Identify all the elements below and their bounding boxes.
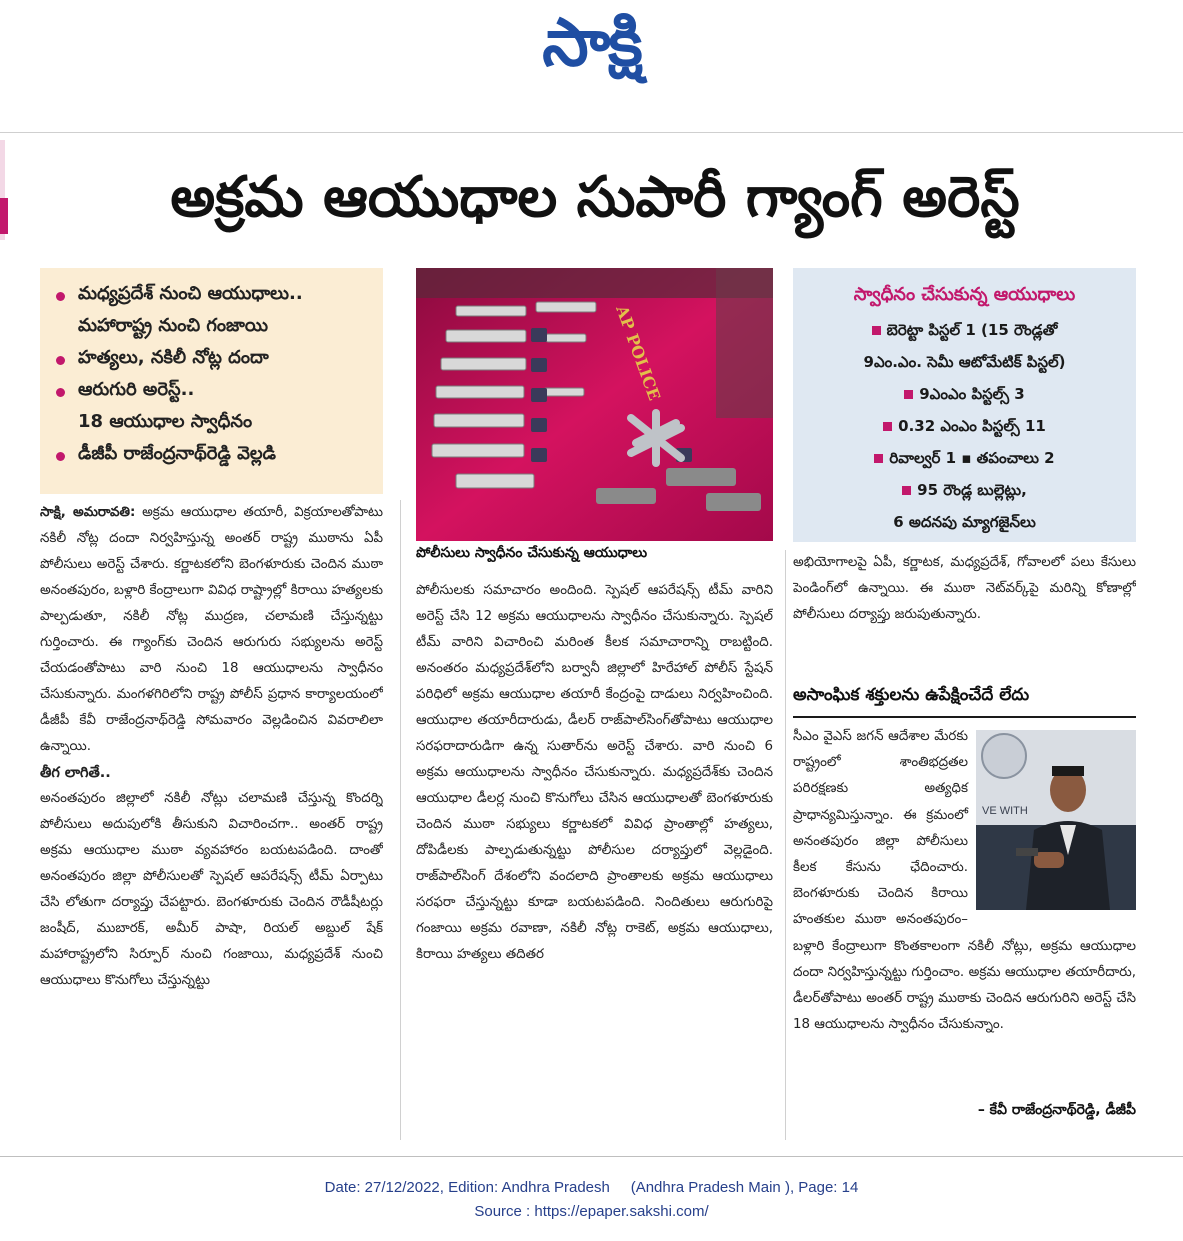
quote-body: సీఎం వైఎస్‌ జగన్‌ ఆదేశాల మేరకు రాష్ట్రంలో శాంతిభద్రతల పరిరక్షణకు అత్యధిక ప్రాధాన్యమిస్తున్నాం. ఈ క్రమంలో అనంతపురం జిల్లా పోలీసులు కీలక కేసును ఛేదించారు. బెంగళూరుకు చెందిన కిరాయి హంతకుల ముఠా అనంతపురం–బళ్లారి కేంద్రాలుగా కొంతకాలంగా నకిలీ నోట్లు, అక్రమ ఆయుధాల దందా నిర్వహిస్తున్నట్టు గుర్తించాం. అక్రమ ఆయుధాల తయారీదారు, డీలర్‌తోపాటు అంతర్‌ రాష్ట్ర ముఠాకు చెందిన ఆరుగురిని అరెస్ట్‌ చేసి 18 ఆయుధాలను స్వాధీనం చేసుకున్నాం.: [793, 729, 1136, 1033]
bullet-icon: [883, 422, 892, 431]
article-column-2: [416, 578, 773, 1140]
header-divider: [0, 132, 1183, 133]
seized-items-box: [793, 268, 1136, 542]
highlight-item: మధ్యప్రదేశ్‌ నుంచి ఆయుధాలు.. మహారాష్ట్ర నుంచి గంజాయి: [56, 278, 373, 342]
backdrop-text: VE WITH: [982, 805, 1028, 817]
footer-edition-info: Date: 27/12/2022, Edition: Andhra Pradesh (Andhra Pradesh Main ), Page: 14: [324, 1179, 859, 1196]
article-text: అభియోగాలపై ఏపీ, కర్ణాటక, మధ్యప్రదేశ్‌, గోవాలలో పలు కేసులు పెండింగ్‌లో ఉన్నాయి. ఈ ముఠా నెట్‌వర్క్‌పై మరిన్ని కోణాల్లో పోలీసులు దర్యాప్తు జరుపుతున్నారు.: [793, 555, 1136, 622]
bullet-icon: [904, 390, 913, 399]
quote-attribution: – కేవీ రాజేంద్రనాథ్‌రెడ్డి, డీజీపీ: [977, 1102, 1136, 1118]
highlight-item: డీజీపీ రాజేంద్రనాథ్‌రెడ్డి వెల్లడి: [56, 438, 373, 470]
seized-item: 0.32 ఎంఎం పిస్టల్స్‌ 11: [793, 410, 1136, 442]
logo-text: సాక్షి: [542, 3, 641, 81]
seized-item: 95 రౌండ్ల బుల్లెట్లు,: [793, 474, 1136, 506]
bullet-icon: [56, 356, 65, 365]
bullet-icon: [56, 452, 65, 461]
subhead-rule: [793, 716, 1136, 718]
bullet-icon: [902, 486, 911, 495]
masthead-logo: [0, 0, 1183, 100]
quote-subhead: అసాంఘిక శక్తులను ఉపేక్షించేదే లేదు: [793, 685, 1030, 705]
seized-item: రివాల్వర్‌ 1 ▪ తపంచాలు 2: [793, 442, 1136, 474]
bullet-icon: [56, 292, 65, 301]
seized-title: స్వాధీనం చేసుకున్న ఆయుధాలు: [853, 284, 1076, 305]
seized-item: బెరెట్టా పిస్టల్‌ 1 (15 రౌండ్లతో: [793, 314, 1136, 346]
highlight-item: హత్యలు, నకిలీ నోట్ల దందా: [56, 342, 373, 374]
footer-source-link[interactable]: Source : https://epaper.sakshi.com/: [474, 1203, 709, 1220]
highlights-box: [40, 268, 383, 494]
column-divider: [785, 550, 786, 1140]
article-column-1: [40, 500, 383, 1140]
board-text: AP POLICE: [612, 302, 665, 404]
seized-item: 9ఎంఎం పిస్టల్స్‌ 3: [793, 378, 1136, 410]
article-text: పోలీసులకు సమాచారం అందింది. స్పెషల్‌ ఆపరేషన్స్‌ టీమ్‌ వారిని అరెస్ట్‌ చేసి 12 అక్రమ ఆయుధాలను స్వాధీనం చేసుకున్నారు. స్పెషల్‌ టీమ్‌ వారిని విచారించి మరింత కీలక సమాచారాన్ని రాబట్టింది. అనంతరం మధ్యప్రదేశ్‌లోని బర్వానీ జిల్లాలో హిరేహాల్‌ పోలీస్‌ స్టేషన్‌ పరిధిలో అక్రమ ఆయుధాల తయారీ కేంద్రంపై దాడులు నిర్వహించింది. ఆయుధాల తయారీదారుడు, డీలర్‌ రాజ్‌పాల్‌సింగ్‌తోపాటు ఆయుధాల సరఫరాదారుడిగా ఉన్న సుతార్‌ను అరెస్ట్‌ చేశారు. వారి నుంచి 6 అక్రమ ఆయుధాలను స్వాధీనం చేసుకున్నారు. మధ్యప్రదేశ్‌కు చెందిన ఆయుధాల డీలర్ల నుంచి కొనుగోలు చేసిన ఆయుధాలతో బెంగళూరుకు చెందిన ముఠా సభ్యులు కర్ణాటకలో వివిధ ప్రాంతాల్లో హత్యలు, దోపిడీలకు పాల్పడుతున్నట్టు పోలీసుల దర్యాప్తులో వెల్లడైంది. రాజ్‌పాల్‌సింగ్‌ దేశంలోని వందలాది ప్రాంతాలకు అక్రమ ఆయుధాలు సరఫరా చేస్తున్నట్టు కూడా బయటపడింది. నిందితులు ఆరుగురిపై గంజాయి అక్రమ రవాణా, నకిలీ నోట్ల రాకెట్‌, అక్రమ ఆయుధాలు, కిరాయి హత్యలు తదితర: [416, 583, 773, 962]
dgp-photo: [976, 730, 1136, 910]
article-text: అక్రమ ఆయుధాల తయారీ, విక్రయాలతోపాటు నకిలీ నోట్ల దందా నిర్వహిస్తున్న అంతర్‌ రాష్ట్ర ముఠాను ఏపీ పోలీసులు అరెస్ట్‌ చేశారు. కర్ణాటకలోని బెంగళూరుకు చెందిన ముఠా అనంతపురం, బళ్లారి కేంద్రాలుగా వివిధ రాష్ట్రాల్లో కిరాయి హత్యలకు పాల్పడుతూ, నకిలీ నోట్ల ముద్రణ, చలామణి చేస్తున్నట్టు గుర్తించారు. ఈ గ్యాంగ్‌కు చెందిన ఆరుగురు సభ్యులను అరెస్ట్‌ చేయడంతోపాటు వారి నుంచి 18 ఆయుధాలను స్వాధీనం చేసుకున్నారు. మంగళగిరిలోని రాష్ట్ర పోలీస్‌ ప్రధాన కార్యాలయంలో డీజీపీ కేవీ రాజేంద్రనాథ్‌రెడ్డి సోమవారం వెల్లడించిన వివరాలిలా ఉన్నాయి.: [40, 505, 383, 754]
photo-caption: పోలీసులు స్వాధీనం చేసుకున్న ఆయుధాలు: [416, 545, 648, 561]
highlight-item: ఆరుగురి అరెస్ట్‌.. 18 ఆయుధాల స్వాధీనం: [56, 374, 373, 438]
bullet-icon: [56, 388, 65, 397]
footer-divider: [0, 1156, 1183, 1157]
dgp-quote: [793, 724, 1136, 1104]
person-illustration: [976, 730, 1136, 910]
edge-marker: [0, 198, 8, 234]
headline: అక్రమ ఆయుధాల సుపారీ గ్యాంగ్‌ అరెస్ట్‌: [170, 165, 1020, 230]
dateline: సాక్షి, అమరావతి:: [40, 505, 136, 520]
bullet-icon: [872, 326, 881, 335]
weapons-photo: [416, 268, 773, 541]
article-column-3: [793, 550, 1136, 670]
bullet-icon: [874, 454, 883, 463]
seized-item: 9ఎం.ఎం. సెమీ ఆటోమేటిక్‌ పిస్టల్‌): [863, 353, 1066, 371]
footer: [0, 1176, 1183, 1226]
article-text: అనంతపురం జిల్లాలో నకిలీ నోట్లు చలామణి చేస్తున్న కొందర్ని పోలీసులు అదుపులోకి తీసుకుని విచారించగా.. అంతర్‌ రాష్ట్ర అక్రమ ఆయుధాల ముఠా వ్యవహారం బయటపడింది. దాంతో అనంతపురం జిల్లా పోలీసులతో స్పెషల్‌ ఆపరేషన్స్‌ టీమ్‌ ఏర్పాటు చేసి లోతుగా దర్యాప్తు చేపట్టారు. బెంగళూరుకు చెందిన రౌడీషీటర్లు జంషీద్‌, ముబారక్‌, అమీర్‌ పాషా, రియల్‌ అబ్దుల్‌ షేక్‌ మహారాష్ట్రలోని సిర్పూర్‌ నుంచి గంజాయి, మధ్యప్రదేశ్‌ నుంచి ఆయుధాలు కొనుగోలు చేస్తున్నట్టు: [40, 791, 383, 988]
column-divider: [400, 500, 401, 1140]
seized-item: 6 అదనపు మ్యాగజైన్‌లు: [893, 513, 1036, 531]
weapons-illustration: [416, 268, 773, 541]
section-subhead: తీగ లాగితే..: [40, 765, 111, 781]
